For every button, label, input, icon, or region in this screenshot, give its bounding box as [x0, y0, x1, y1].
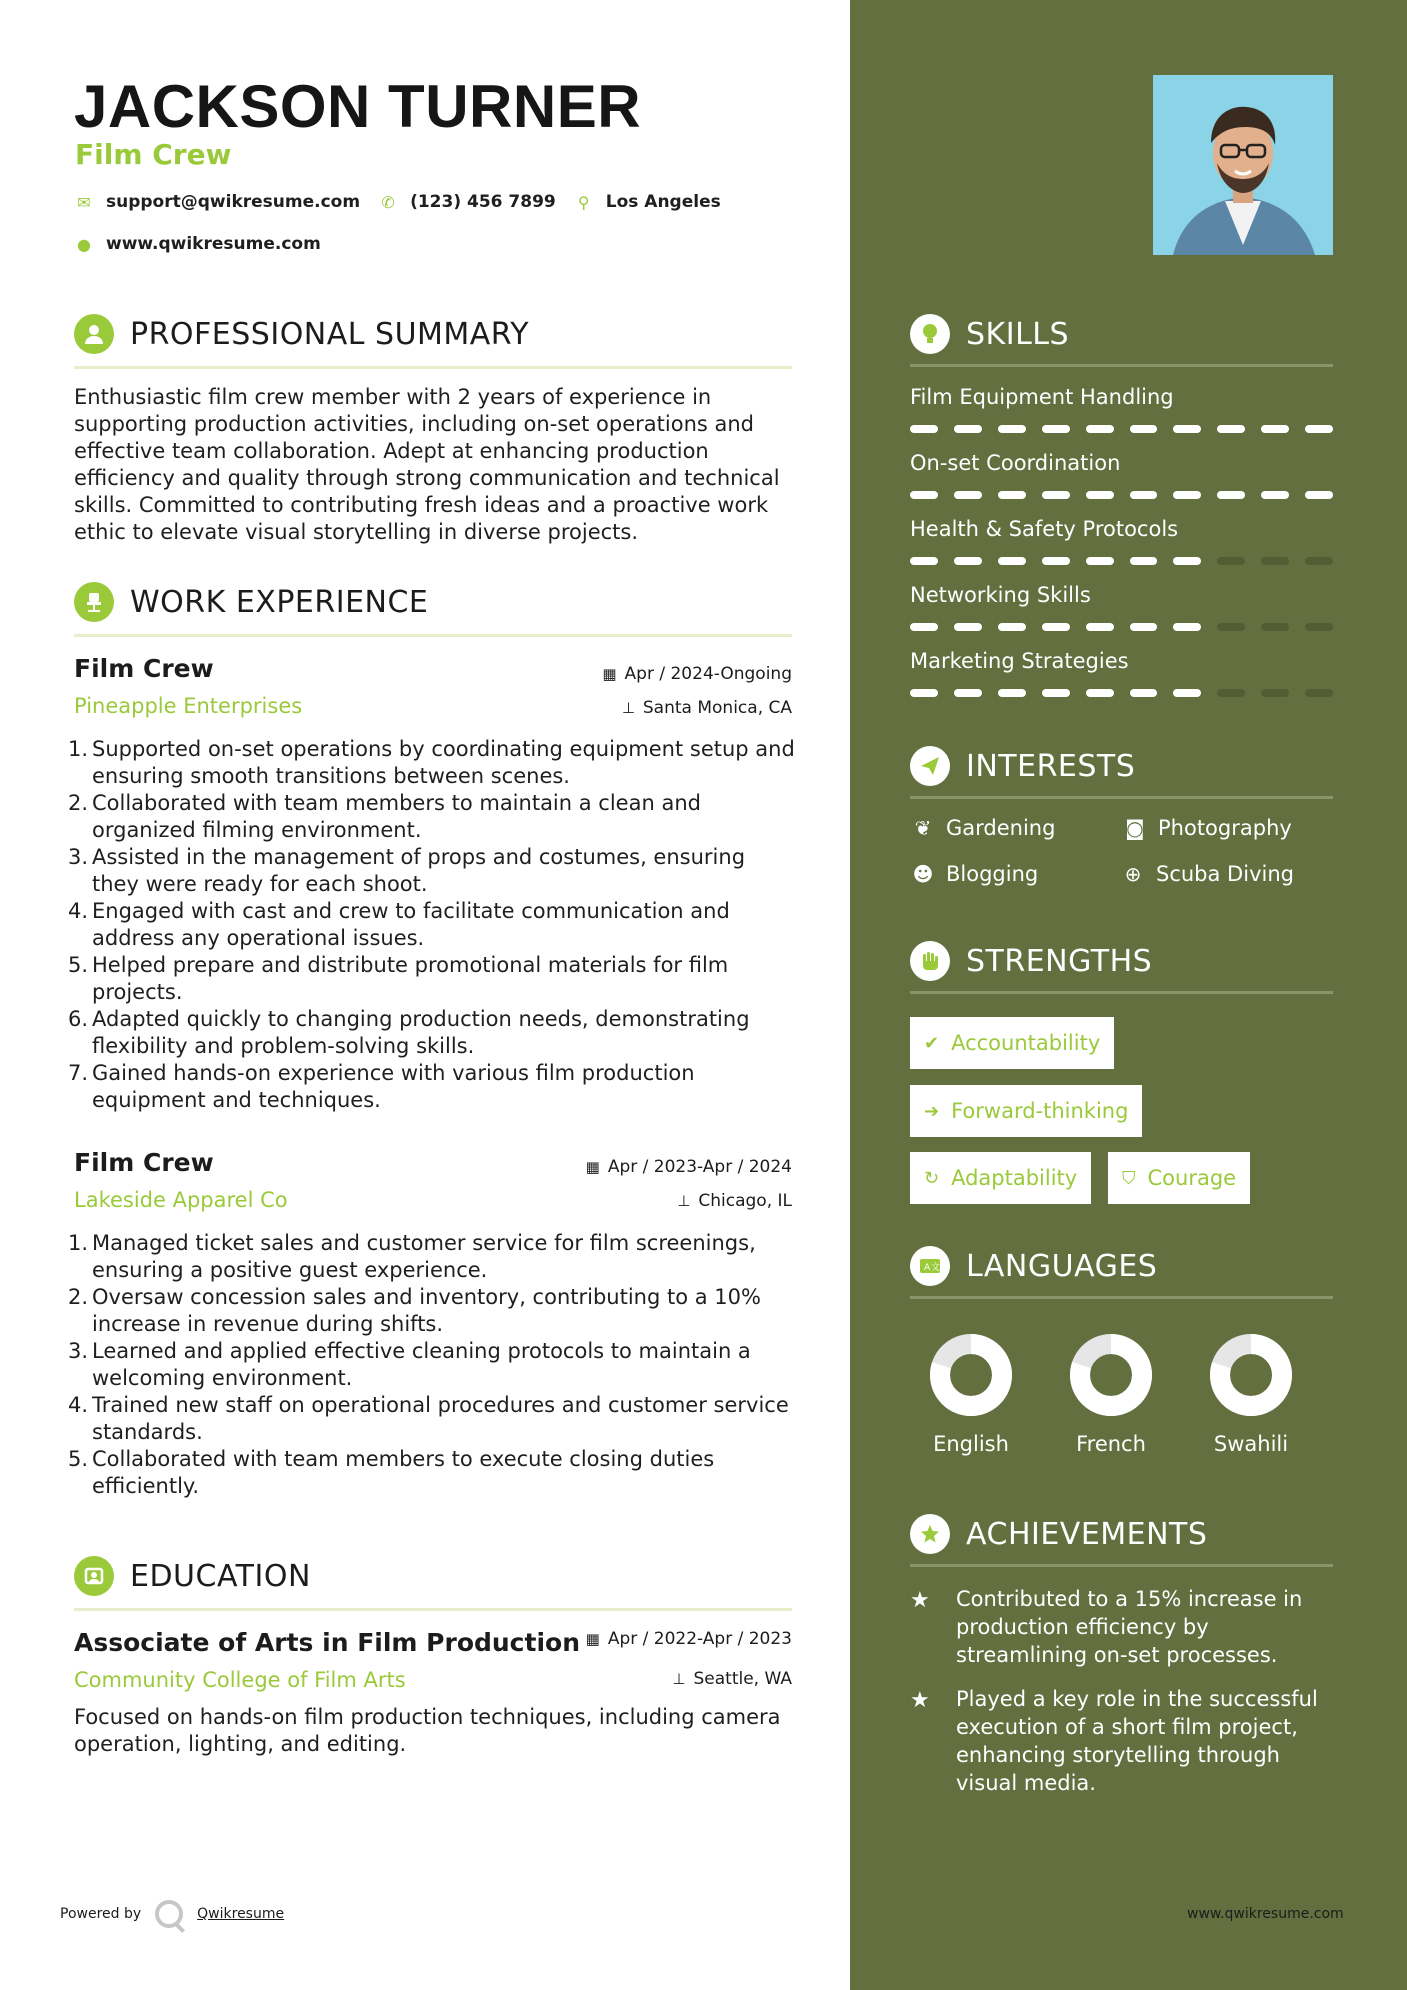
skill-segment [1173, 425, 1201, 433]
hand-icon [910, 941, 950, 981]
experience-heading: WORK EXPERIENCE [130, 584, 429, 620]
skill-segment [1042, 689, 1070, 697]
job-dates [586, 1157, 792, 1177]
skill-segment [1305, 425, 1333, 433]
skill-segment [1086, 689, 1114, 697]
contact-row-website [74, 234, 321, 254]
achievement-text: Played a key role in the successful execution of a short film project, enhancing storytelling through visual media. [956, 1687, 1318, 1795]
achievement-item [910, 1685, 1333, 1797]
job-location-text: Santa Monica, CA [642, 698, 792, 718]
skill-segment [1305, 689, 1333, 697]
job-bullets [68, 736, 798, 1114]
skill-rating-bar [910, 557, 1333, 565]
skill-name: Film Equipment Handling [910, 385, 1174, 409]
candidate-title: Film Crew [75, 138, 232, 171]
svg-text:A: A [924, 1263, 931, 1273]
skill-segment [1305, 491, 1333, 499]
phone-icon: ✆ [381, 192, 395, 212]
interest-label: Photography [1158, 816, 1292, 840]
job-title: Film Crew [74, 654, 214, 683]
skill-segment [1086, 623, 1114, 631]
skill-name: Networking Skills [910, 583, 1091, 607]
job-company: Pineapple Enterprises [74, 694, 303, 718]
brand-link[interactable]: Qwikresume [197, 1906, 285, 1922]
skill-segment [1217, 491, 1245, 499]
pushpin-icon: ⊥ [621, 699, 635, 717]
skill-segment [1217, 557, 1245, 565]
interest-label: Blogging [946, 862, 1039, 886]
skill-segment [910, 623, 938, 631]
map-marker-icon: ⚲ [577, 192, 590, 212]
check-circle-icon: ✔ [924, 1032, 940, 1054]
graduation-icon [74, 1556, 114, 1596]
footer-website[interactable]: www.qwikresume.com [1187, 1906, 1344, 1922]
footer-powered-by [60, 1900, 284, 1928]
strength-label: Accountability [951, 1031, 1101, 1055]
skill-segment [1042, 425, 1070, 433]
skill-rating-bar [910, 425, 1333, 433]
skill-segment [998, 623, 1026, 631]
skill-rating-bar [910, 491, 1333, 499]
contact-phone[interactable]: (123) 456 7899 [410, 192, 556, 212]
shooting-star-icon: ★ [910, 1588, 930, 1613]
contact-email[interactable]: support@qwikresume.com [106, 192, 361, 212]
skill-segment [1086, 557, 1114, 565]
skill-segment [998, 425, 1026, 433]
paper-plane-icon [910, 746, 950, 786]
education-header [74, 1556, 792, 1611]
education-dates [586, 1629, 792, 1649]
job-title: Film Crew [74, 1148, 214, 1177]
calendar-icon: ▦ [585, 1630, 600, 1648]
language-item [1056, 1330, 1166, 1456]
pushpin-icon: ⊥ [677, 1192, 691, 1210]
skill-segment [1130, 623, 1158, 631]
list-item: 3. Learned and applied effective cleaning protocols to maintain a welcoming environment. [68, 1339, 751, 1390]
experience-header [74, 582, 792, 637]
strength-chip [910, 1085, 1142, 1137]
skill-segment [998, 491, 1026, 499]
skill-rating-bar [910, 623, 1333, 631]
strength-label: Forward-thinking [951, 1099, 1129, 1123]
life-ring-icon: ⊕ [1124, 862, 1142, 886]
contact-row [74, 192, 721, 212]
list-item: 5. Collaborated with team members to execute closing duties efficiently. [68, 1447, 715, 1498]
skill-name: On-set Coordination [910, 451, 1121, 475]
skills-heading: SKILLS [966, 316, 1070, 352]
summary-heading: PROFESSIONAL SUMMARY [130, 316, 530, 352]
language-name: Swahili [1213, 1432, 1289, 1456]
skill-segment [1130, 557, 1158, 565]
calendar-icon: ▦ [602, 665, 617, 683]
education-dates-text: Apr / 2022-Apr / 2023 [607, 1629, 792, 1649]
language-donut [926, 1330, 1016, 1420]
skill-segment [954, 491, 982, 499]
skill-segment [954, 425, 982, 433]
skill-segment [1217, 689, 1245, 697]
list-item: 2. Oversaw concession sales and inventory, contributing to a 10% increase in revenue during shifts. [68, 1285, 761, 1336]
skill-segment [1086, 491, 1114, 499]
list-item: 6. Adapted quickly to changing production needs, demonstrating flexibility and problem-solving skills. [68, 1007, 750, 1058]
education-heading: EDUCATION [130, 1558, 311, 1594]
skill-segment [1130, 689, 1158, 697]
strengths-heading: STRENGTHS [966, 943, 1153, 979]
language-item [916, 1330, 1026, 1456]
language-name: English [933, 1432, 1009, 1456]
skill-segment [1173, 557, 1201, 565]
list-item: 2. Collaborated with team members to maintain a clean and organized filming environment. [68, 791, 701, 842]
job-dates [602, 664, 792, 684]
refresh-icon: ↻ [924, 1167, 940, 1189]
skill-segment [1173, 491, 1201, 499]
skill-segment [954, 623, 982, 631]
achievements-header [910, 1514, 1333, 1567]
strength-label: Adaptability [951, 1166, 1078, 1190]
globe-icon: ● [77, 234, 91, 254]
skill-segment [1217, 623, 1245, 631]
svg-text:文: 文 [931, 1263, 941, 1273]
job-location [677, 1191, 792, 1211]
skill-segment [1261, 425, 1289, 433]
strength-label: Courage [1147, 1166, 1237, 1190]
skill-segment [1042, 623, 1070, 631]
strengths-header [910, 941, 1333, 994]
camera-icon: ◙ [1125, 816, 1145, 840]
job-bullets [68, 1230, 798, 1500]
shield-icon: ⛉ [1122, 1167, 1136, 1189]
interests-heading: INTERESTS [966, 748, 1136, 784]
list-item: 4. Trained new staff on operational procedures and customer service standards. [68, 1393, 789, 1444]
users-icon: ☻ [912, 862, 934, 886]
list-item: 5. Helped prepare and distribute promotional materials for film projects. [68, 953, 729, 1004]
summary-header [74, 314, 792, 369]
profile-photo [1153, 75, 1333, 255]
powered-by-label: Powered by [60, 1906, 142, 1922]
education-location-text: Seattle, WA [693, 1669, 792, 1689]
envelope-icon: ✉ [77, 192, 91, 212]
achievement-text: Contributed to a 15% increase in production efficiency by streamlining on-set processes. [956, 1587, 1303, 1667]
languages-header [910, 1246, 1333, 1299]
language-donut [1066, 1330, 1156, 1420]
skill-segment [998, 689, 1026, 697]
leaf-icon: ❦ [914, 816, 932, 840]
skill-segment [1261, 623, 1289, 631]
skill-segment [910, 689, 938, 697]
languages-heading: LANGUAGES [966, 1248, 1158, 1284]
skill-segment [910, 491, 938, 499]
school-name: Community College of Film Arts [74, 1668, 406, 1692]
list-item: 7. Gained hands-on experience with various film production equipment and techniques. [68, 1061, 695, 1112]
skill-segment [1130, 491, 1158, 499]
job-location-text: Chicago, IL [698, 1191, 792, 1211]
list-item: 1. Managed ticket sales and customer service for film screenings, ensuring a positive guest experience. [68, 1231, 756, 1282]
skills-header [910, 314, 1333, 367]
user-icon [74, 314, 114, 354]
skill-segment [1173, 623, 1201, 631]
education-location [672, 1669, 792, 1689]
language-donut [1206, 1330, 1296, 1420]
list-item: 1. Supported on-set operations by coordinating equipment setup and ensuring smooth transitions between scenes. [68, 737, 795, 788]
chair-icon [74, 582, 114, 622]
achievements-heading: ACHIEVEMENTS [966, 1516, 1208, 1552]
skill-segment [1305, 623, 1333, 631]
summary-text: Enthusiastic film crew member with 2 years of experience in supporting production activities, including on-set operations and effective team collaboration. Adept at enhancing production efficiency and quality through strong communication and technical skills. Committed to contributing fresh ideas and a proactive work ethic to elevate visual storytelling in diverse projects. [74, 385, 780, 544]
job-dates-text: Apr / 2023-Apr / 2024 [607, 1157, 792, 1177]
skill-segment [1086, 425, 1114, 433]
skill-segment [910, 557, 938, 565]
list-item: 4. Engaged with cast and crew to facilitate communication and address any operational issues. [68, 899, 730, 950]
language-icon [910, 1246, 950, 1286]
contact-website[interactable]: www.qwikresume.com [106, 234, 321, 254]
language-item [1196, 1330, 1306, 1456]
skill-segment [1042, 557, 1070, 565]
education-description: Focused on hands-on film production techniques, including camera operation, lighting, and editing. [74, 1705, 781, 1756]
interest-label: Gardening [946, 816, 1056, 840]
skill-segment [1042, 491, 1070, 499]
job-company: Lakeside Apparel Co [74, 1188, 288, 1212]
job-location [622, 698, 792, 718]
skill-name: Marketing Strategies [910, 649, 1129, 673]
skill-segment [1130, 425, 1158, 433]
arrow-right-icon: ➔ [924, 1100, 940, 1122]
degree-title: Associate of Arts in Film Production [74, 1628, 580, 1657]
contact-location: Los Angeles [605, 192, 721, 212]
qwikresume-logo-icon [155, 1900, 183, 1928]
skill-segment [910, 425, 938, 433]
job-dates-text: Apr / 2024-Ongoing [624, 664, 792, 684]
interests-header [910, 746, 1333, 799]
strength-chip [1108, 1152, 1250, 1204]
star-icon [910, 1514, 950, 1554]
calendar-icon: ▦ [585, 1158, 600, 1176]
interest-label: Scuba Diving [1156, 862, 1294, 886]
achievement-item [910, 1585, 1333, 1669]
skill-segment [1261, 491, 1289, 499]
language-name: French [1076, 1432, 1146, 1456]
skill-rating-bar [910, 689, 1333, 697]
strength-chip [910, 1152, 1091, 1204]
pushpin-icon: ⊥ [672, 1670, 686, 1688]
lightbulb-icon [910, 314, 950, 354]
skill-segment [1173, 689, 1201, 697]
skill-segment [1261, 557, 1289, 565]
list-item: 3. Assisted in the management of props and costumes, ensuring they were ready for each shoot. [68, 845, 746, 896]
candidate-name: JACKSON TURNER [74, 73, 642, 140]
interest-item [910, 862, 1038, 886]
skill-segment [1261, 689, 1289, 697]
skill-segment [954, 557, 982, 565]
skill-segment [1217, 425, 1245, 433]
skill-segment [954, 689, 982, 697]
strength-chip [910, 1017, 1114, 1069]
interest-item [1120, 862, 1294, 886]
interest-item [910, 816, 1055, 840]
shooting-star-icon: ★ [910, 1688, 930, 1713]
skill-name: Health & Safety Protocols [910, 517, 1179, 541]
interest-item [1122, 816, 1292, 840]
skill-segment [1305, 557, 1333, 565]
skill-segment [998, 557, 1026, 565]
